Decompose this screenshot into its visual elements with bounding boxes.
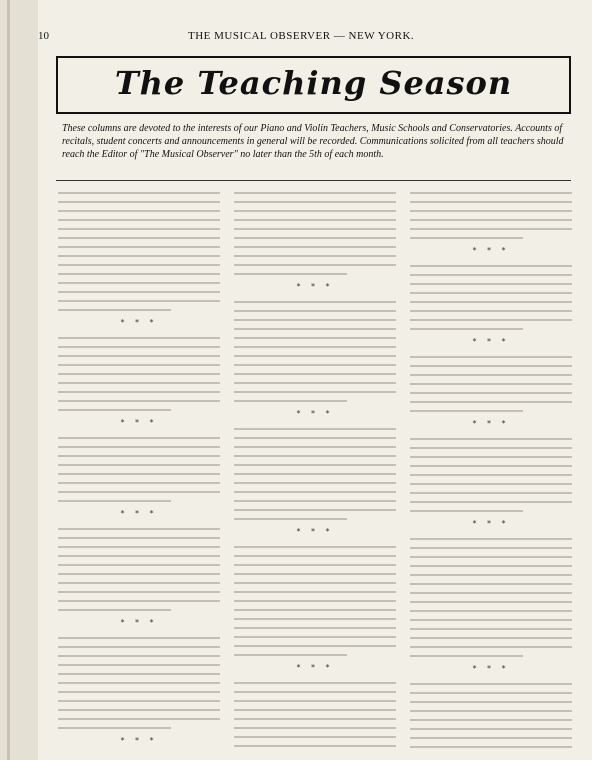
text-line	[410, 237, 523, 239]
magazine-title: THE MUSICAL OBSERVER — NEW YORK.	[188, 30, 415, 42]
text-line	[58, 464, 220, 466]
text-line	[58, 309, 171, 311]
text-line	[234, 736, 396, 738]
text-line	[58, 228, 220, 230]
text-line	[58, 682, 220, 684]
text-line	[410, 728, 572, 730]
text-line	[234, 355, 396, 357]
text-line	[58, 727, 171, 729]
text-line	[234, 373, 396, 375]
text-line	[58, 437, 220, 439]
text-line	[234, 464, 396, 466]
text-line	[58, 600, 220, 602]
text-line	[410, 438, 572, 440]
text-column-1	[58, 192, 220, 752]
text-line	[58, 673, 220, 675]
text-line	[58, 537, 220, 539]
text-line	[58, 482, 220, 484]
text-line	[58, 473, 220, 475]
text-line	[410, 683, 572, 685]
text-line	[410, 565, 572, 567]
text-line	[234, 691, 396, 693]
text-line	[410, 637, 572, 639]
text-line	[234, 609, 396, 611]
text-line	[234, 328, 396, 330]
text-line	[234, 301, 396, 303]
text-line	[58, 700, 220, 702]
text-line	[234, 337, 396, 339]
text-line	[410, 410, 523, 412]
text-line	[410, 401, 572, 403]
text-line	[58, 691, 220, 693]
text-line	[234, 700, 396, 702]
text-line	[58, 300, 220, 302]
text-line	[410, 655, 523, 657]
text-line	[234, 400, 347, 402]
text-line	[234, 727, 396, 729]
text-line	[410, 483, 572, 485]
running-header	[38, 28, 582, 48]
article-title: The Teaching Season	[114, 64, 513, 102]
text-line	[58, 655, 220, 657]
text-line	[234, 237, 396, 239]
text-line	[58, 373, 220, 375]
text-line	[234, 391, 396, 393]
text-line	[234, 455, 396, 457]
binding-gutter	[0, 0, 38, 760]
text-line	[410, 601, 572, 603]
section-ornament: * * *	[296, 527, 334, 536]
text-line	[234, 509, 396, 511]
text-line	[58, 564, 220, 566]
text-line	[234, 582, 396, 584]
text-line	[234, 636, 396, 638]
text-line	[58, 210, 220, 212]
text-line	[410, 492, 572, 494]
text-column-3	[410, 192, 572, 752]
text-line	[410, 719, 572, 721]
text-line	[58, 637, 220, 639]
text-line	[234, 645, 396, 647]
text-line	[234, 192, 396, 194]
section-ornament: * * *	[472, 337, 510, 346]
text-line	[234, 555, 396, 557]
text-line	[410, 201, 572, 203]
text-column-2	[234, 192, 396, 752]
section-ornament: * * *	[120, 618, 158, 627]
text-line	[58, 400, 220, 402]
text-line	[410, 501, 572, 503]
text-line	[410, 301, 572, 303]
section-ornament: * * *	[296, 282, 334, 291]
text-line	[58, 355, 220, 357]
text-line	[234, 709, 396, 711]
text-line	[234, 500, 396, 502]
text-line	[58, 346, 220, 348]
text-line	[58, 591, 220, 593]
text-line	[410, 319, 572, 321]
text-line	[234, 428, 396, 430]
text-line	[410, 547, 572, 549]
text-line	[234, 346, 396, 348]
text-line	[58, 273, 220, 275]
section-ornament: * * *	[296, 663, 334, 672]
text-line	[410, 465, 572, 467]
text-line	[234, 382, 396, 384]
text-line	[234, 319, 396, 321]
text-line	[234, 600, 396, 602]
text-line	[58, 409, 171, 411]
text-line	[410, 701, 572, 703]
text-line	[410, 265, 572, 267]
text-line	[410, 292, 572, 294]
text-line	[234, 210, 396, 212]
section-ornament: * * *	[296, 409, 334, 418]
text-line	[58, 255, 220, 257]
text-line	[58, 718, 220, 720]
text-line	[234, 718, 396, 720]
text-line	[58, 264, 220, 266]
text-line	[410, 474, 572, 476]
text-line	[410, 283, 572, 285]
text-line	[410, 210, 572, 212]
section-ornament: * * *	[120, 418, 158, 427]
text-line	[410, 228, 572, 230]
title-banner	[56, 56, 571, 114]
text-line	[234, 219, 396, 221]
text-line	[410, 328, 523, 330]
text-line	[234, 573, 396, 575]
text-line	[58, 219, 220, 221]
text-line	[234, 364, 396, 366]
text-line	[410, 274, 572, 276]
text-line	[410, 746, 572, 748]
text-line	[58, 491, 220, 493]
section-ornament: * * *	[472, 246, 510, 255]
text-line	[410, 646, 572, 648]
text-line	[58, 500, 171, 502]
section-ornament: * * *	[472, 419, 510, 428]
text-line	[410, 383, 572, 385]
text-line	[234, 564, 396, 566]
text-line	[234, 546, 396, 548]
text-line	[234, 745, 396, 747]
section-ornament: * * *	[472, 519, 510, 528]
text-line	[410, 392, 572, 394]
text-line	[234, 518, 347, 520]
text-line	[410, 219, 572, 221]
text-line	[234, 491, 396, 493]
text-line	[410, 556, 572, 558]
text-line	[410, 592, 572, 594]
section-ornament: * * *	[472, 664, 510, 673]
text-line	[410, 692, 572, 694]
section-ornament: * * *	[120, 509, 158, 518]
text-line	[234, 264, 396, 266]
text-line	[410, 510, 523, 512]
text-line	[234, 654, 347, 656]
text-line	[58, 664, 220, 666]
section-ornament: * * *	[120, 318, 158, 327]
text-line	[234, 473, 396, 475]
text-line	[410, 583, 572, 585]
text-line	[58, 546, 220, 548]
text-line	[234, 437, 396, 439]
text-line	[58, 528, 220, 530]
text-line	[410, 619, 572, 621]
page-number: 10	[38, 30, 49, 42]
text-line	[58, 391, 220, 393]
text-line	[410, 310, 572, 312]
intro-divider	[56, 180, 571, 181]
text-line	[234, 627, 396, 629]
text-line	[234, 482, 396, 484]
text-line	[410, 737, 572, 739]
text-line	[58, 282, 220, 284]
text-line	[410, 365, 572, 367]
text-line	[58, 337, 220, 339]
section-ornament: * * *	[120, 736, 158, 745]
text-line	[234, 228, 396, 230]
article-intro: These columns are devoted to the interests of our Piano and Violin Teachers, Music Schools and Conservatories. Accounts of recitals, student concerts and announcements in general will be recorded. Communications solicited from all teachers should reach the Editor of "The Musical Observer" no later than the 5th of each month.	[62, 123, 564, 160]
text-line	[58, 455, 220, 457]
text-line	[58, 446, 220, 448]
text-line	[234, 310, 396, 312]
text-line	[234, 201, 396, 203]
text-line	[410, 610, 572, 612]
text-line	[410, 447, 572, 449]
text-line	[58, 201, 220, 203]
text-line	[58, 609, 171, 611]
text-line	[410, 538, 572, 540]
binding-edge	[7, 0, 10, 760]
text-line	[58, 382, 220, 384]
text-line	[58, 582, 220, 584]
text-line	[410, 456, 572, 458]
text-line	[58, 246, 220, 248]
text-line	[58, 709, 220, 711]
text-line	[410, 710, 572, 712]
text-line	[58, 573, 220, 575]
text-line	[58, 237, 220, 239]
text-line	[410, 374, 572, 376]
text-line	[234, 682, 396, 684]
text-line	[234, 255, 396, 257]
text-line	[234, 591, 396, 593]
text-line	[410, 574, 572, 576]
text-line	[410, 192, 572, 194]
text-line	[234, 446, 396, 448]
text-line	[410, 356, 572, 358]
text-line	[58, 555, 220, 557]
text-line	[58, 291, 220, 293]
text-line	[410, 628, 572, 630]
text-line	[234, 246, 396, 248]
text-line	[234, 273, 347, 275]
text-line	[58, 192, 220, 194]
text-line	[234, 618, 396, 620]
text-line	[58, 646, 220, 648]
text-line	[58, 364, 220, 366]
